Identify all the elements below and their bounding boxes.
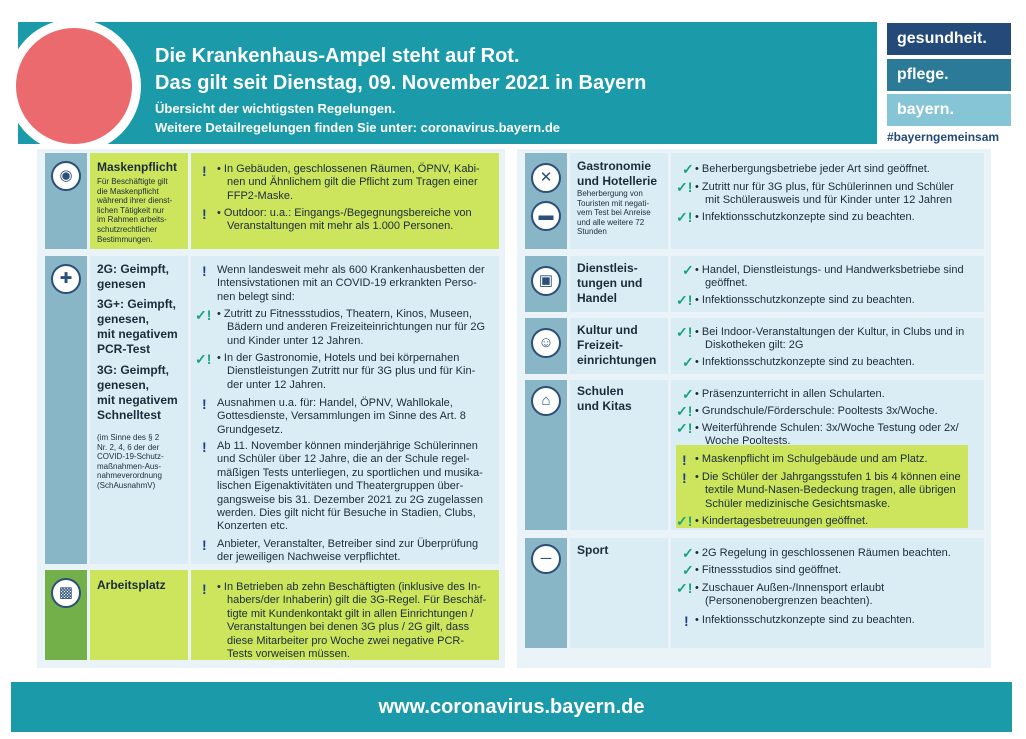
icon-column-g-rules [45, 256, 87, 564]
rule-arbeit-1: • In Betrieben ab zehn Beschäftigten (inklusive des In- habers/der Inhaberin) gilt die 3G-Regel. Für Beschäf- tigte mit Kundenkontakt gilt in allen Einrichtungen / Veranstaltungen bei denen 3G plus / 2G gilt, dass diese Mitarbeiter pro Woche zwei negative PCR- Tests vorweisen müssen. [217, 581, 487, 661]
footer-link[interactable]: www.coronavirus.bayern.de [378, 696, 645, 718]
icon-column-kultur [525, 318, 567, 374]
icon-column-dienst [525, 256, 567, 312]
category-cell-masken [90, 153, 188, 249]
traffic-light-red-circle [7, 19, 141, 153]
category-title-arbeit: Arbeitsplatz [97, 578, 166, 592]
syringe-icon: ✚ [51, 264, 81, 294]
icon-column-sport [525, 538, 567, 648]
briefcase-icon: ▩ [51, 578, 81, 608]
brand-logo-line3: bayern. [887, 94, 1011, 126]
icon-column-arbeit [45, 570, 87, 660]
mask-icon: ◉ [51, 161, 81, 191]
check-icon: ✓ [682, 161, 694, 177]
rules-cell-gastro [671, 153, 984, 249]
category-title-gastro: Gastronomie und Hotellerie [577, 159, 658, 188]
exclamation-icon: ! [682, 470, 687, 486]
exclamation-icon: ! [684, 613, 689, 629]
check-exclamation-icon: ✓! [676, 420, 693, 436]
brand-logo-line2: pflege. [887, 59, 1011, 91]
rule-g-2: • Zutritt zu Fitnessstudios, Theatern, Kinos, Museen, Bädern und anderen Freizeiteinrichtungen nur für 2G und Kinder unter 12 Jahren. [217, 308, 486, 347]
rule-g-4: Ausnahmen u.a. für: Handel, ÖPNV, Wahllokale, Gottesdienste, Versammlungen im Sinne des Art. 8 Grundgesetz. [217, 397, 466, 436]
school-icon: ⌂ [531, 386, 561, 416]
icon-column-masken [45, 153, 87, 249]
exclamation-icon: ! [202, 263, 207, 279]
category-cell-arbeit [90, 570, 188, 660]
rule-sport-2: • Fitnessstudios sind geöffnet. [695, 564, 842, 576]
rule-kultur-2: • Infektionsschutzkonzepte sind zu beachten. [695, 356, 915, 368]
cutlery-icon: ✕ [531, 163, 561, 193]
icon-column-gastro [525, 153, 567, 249]
rule-g-1: Wenn landesweit mehr als 600 Krankenhausbetten der Intensivstationen mit an COVID-19 erkrankten Perso- nen belegt sind: [217, 264, 485, 303]
category-cell-g-rules [90, 256, 188, 564]
rules-cell-sport [671, 538, 984, 648]
check-exclamation-icon: ✓! [676, 324, 693, 340]
rules-cell-schulen [671, 380, 984, 530]
rules-cell-kultur [671, 318, 984, 374]
exclamation-icon: ! [202, 206, 207, 222]
rule-gastro-1: • Beherbergungsbetriebe jeder Art sind geöffnet. [695, 163, 930, 175]
exclamation-icon: ! [202, 581, 207, 597]
rules-cell-g-rules [191, 256, 499, 564]
check-icon: ✓ [682, 262, 694, 278]
exclamation-icon: ! [682, 452, 687, 468]
rule-kultur-1: • Bei Indoor-Veranstaltungen der Kultur, in Clubs und in Diskotheken gilt: 2G [695, 326, 965, 352]
category-cell-sport [570, 538, 668, 648]
exclamation-icon: ! [202, 439, 207, 455]
rule-schulen-5: • Die Schüler der Jahrgangsstufen 1 bis 4 können eine textile Mund-Nasen-Bedeckung tragen, alle übrigen Schüler medizinische Gesichtsmaske. [695, 471, 961, 510]
check-icon: ✓ [682, 354, 694, 370]
check-exclamation-icon: ✓! [195, 351, 212, 367]
rule-sport-4: • Infektionsschutzkonzepte sind zu beachten. [695, 614, 915, 626]
check-exclamation-icon: ✓! [676, 179, 693, 195]
rule-gastro-2: • Zutritt nur für 3G plus, für Schülerinnen und Schüler mit Schülerausweis und für Kinder unter 12 Jahren [695, 181, 954, 207]
rule-gastro-3: • Infektionsschutzkonzepte sind zu beachten. [695, 211, 915, 223]
dumbbell-icon: ─ [531, 544, 561, 574]
rules-cell-dienst [671, 256, 984, 312]
rule-dienst-1: • Handel, Dienstleistungs- und Handwerksbetriebe sind geöffnet. [695, 264, 964, 290]
rule-g-6: Anbieter, Veranstalter, Betreiber sind zur Überprüfung der jeweiligen Nachweise verpflichtet. [217, 538, 479, 564]
rules-cell-masken [191, 153, 499, 249]
category-note-g-rules: (im Sinne des § 2 Nr. 2, 4, 6 der der COVID-19-Schutz- maßnahmen-Aus- nahmeverordnung (SchAusnahmV) [97, 433, 164, 490]
red-light-icon [16, 28, 132, 144]
page-title-line2: Das gilt seit Dienstag, 09. November 2021 in Bayern [155, 72, 647, 94]
check-exclamation-icon: ✓! [676, 513, 693, 529]
category-title-sport: Sport [577, 543, 609, 557]
category-title-3g: 3G: Geimpft, genesen, mit negativem Schnelltest [97, 363, 178, 422]
category-title-kultur: Kultur und Freizeit- einrichtungen [577, 323, 657, 367]
check-icon: ✓ [682, 545, 694, 561]
rule-sport-3: • Zuschauer Außen-/Innensport erlaubt (Personenobergrenzen beachten). [695, 582, 885, 608]
exclamation-icon: ! [202, 163, 207, 179]
rule-masken-1: • In Gebäuden, geschlossenen Räumen, ÖPNV, Kabi- nen und Ähnlichem gilt die Pflicht zum Tragen einer FFP2-Maske. [217, 163, 480, 202]
category-title-3gplus: 3G+: Geimpft, genesen, mit negativem PCR-Test [97, 297, 178, 356]
page-title-line1: Die Krankenhaus-Ampel steht auf Rot. [155, 45, 520, 67]
exclamation-icon: ! [202, 537, 207, 553]
rule-sport-1: • 2G Regelung in geschlossenen Räumen beachten. [695, 547, 951, 559]
category-cell-dienst [570, 256, 668, 312]
check-icon: ✓ [682, 562, 694, 578]
category-cell-gastro [570, 153, 668, 249]
check-exclamation-icon: ✓! [676, 580, 693, 596]
rule-schulen-6: • Kindertagesbetreuungen geöffnet. [695, 515, 869, 527]
rule-schulen-3: • Weiterführende Schulen: 3x/Woche Testung oder 2x/ Woche Pooltests. [695, 422, 959, 448]
check-icon: ✓ [682, 386, 694, 402]
category-title-masken: Maskenpflicht [97, 160, 178, 174]
check-exclamation-icon: ✓! [676, 292, 693, 308]
category-cell-schulen [570, 380, 668, 530]
hashtag: #bayerngemeinsam [887, 130, 1000, 144]
category-note-masken: Für Beschäftigte gilt die Maskenpflicht während ihrer dienst- lichen Tätigkeit nur im Rahmen arbeits- schutzrechtlicher Bestimmungen. [97, 177, 173, 244]
check-exclamation-icon: ✓! [676, 403, 693, 419]
rule-g-3: • In der Gastronomie, Hotels und bei körpernahen Dienstleistungen Zutritt nur für 3G plus und für Kin- der unter 12 Jahren. [217, 352, 476, 391]
brand-logo-line1: gesundheit. [887, 23, 1011, 55]
shopping-cart-icon: ▣ [531, 266, 561, 296]
check-exclamation-icon: ✓! [676, 209, 693, 225]
rule-masken-2: • Outdoor: u.a.: Eingangs-/Begegnungsbereiche von Veranstaltungen mit mehr als 1.000 Personen. [217, 207, 472, 233]
category-title-2g: 2G: Geimpft, genesen [97, 262, 170, 291]
rule-schulen-1: • Präsenzunterricht in allen Schularten. [695, 388, 885, 400]
subtitle-line2: Weitere Detailregelungen finden Sie unter: coronavirus.bayern.de [155, 120, 561, 135]
category-cell-kultur [570, 318, 668, 374]
category-title-schulen: Schulen und Kitas [577, 384, 632, 413]
subtitle-line1: Übersicht der wichtigsten Regelungen. [155, 101, 396, 116]
theater-masks-icon: ☺ [531, 328, 561, 358]
exclamation-icon: ! [202, 396, 207, 412]
category-title-dienst: Dienstleis- tungen und Handel [577, 261, 643, 305]
check-exclamation-icon: ✓! [195, 307, 212, 323]
rule-schulen-4: • Maskenpflicht im Schulgebäude und am Platz. [695, 453, 928, 465]
icon-column-schulen [525, 380, 567, 530]
category-note-gastro: Beherbergung von Touristen mit negati- vem Test bei Anreise und alle weitere 72 Stunden [577, 189, 651, 237]
bed-icon: ▬ [531, 201, 561, 231]
rule-g-5: Ab 11. November können minderjährige Schülerinnen und Schüler über 12 Jahre, die an der Schule regel- mäßigen Tests unterliegen, zu sportlichen und musika- lischen Eigenaktivitäten und Theatergruppen über- gangsweise bis 31. Dezember 2021 zu 2G zugelassen werden. Dies gilt nicht für Besuche in Stadien, Clubs, Konzerten etc. [217, 440, 483, 533]
rule-dienst-2: • Infektionsschutzkonzepte sind zu beachten. [695, 294, 915, 306]
rules-cell-arbeit [191, 570, 499, 660]
rule-schulen-2: • Grundschule/Förderschule: Pooltests 3x/Woche. [695, 405, 938, 417]
